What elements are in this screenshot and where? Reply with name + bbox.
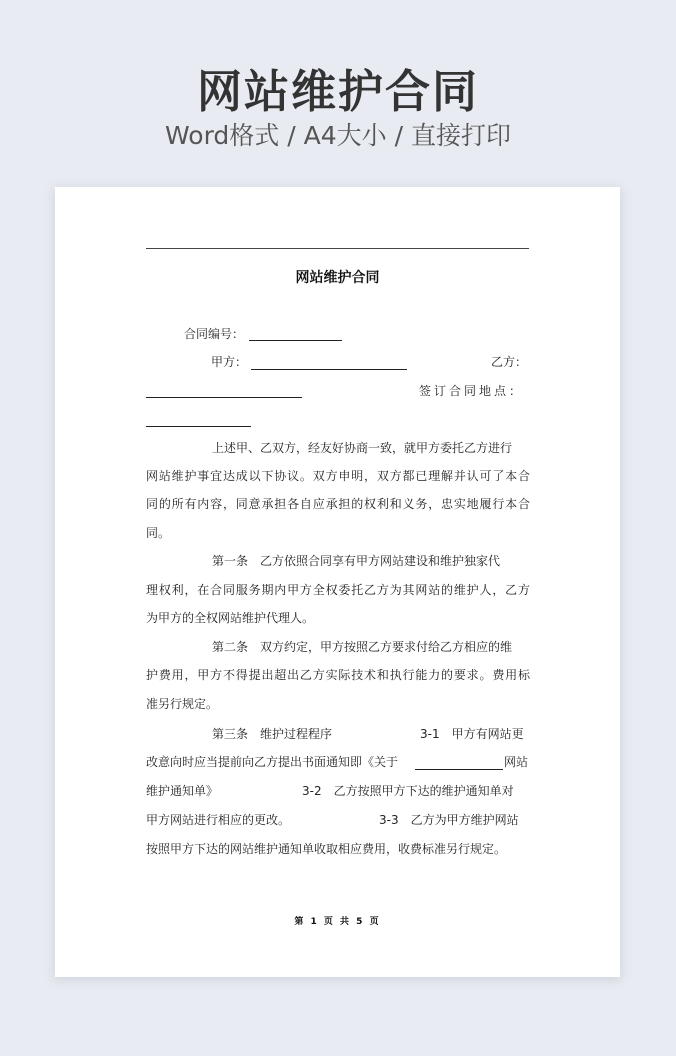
article2-line-2: 护费用，甲方不得提出超出乙方实际技术和执行能力的要求。费用标: [146, 668, 530, 682]
article1-line-1: 第一条 乙方依照合同享有甲方网站建设和维护独家代: [212, 554, 501, 568]
page-number: 第 1 页 共 5 页: [294, 917, 381, 927]
article3-heading: 第三条 维护过程程序: [212, 727, 333, 741]
party-b-label: 乙方：: [491, 355, 528, 369]
article3-line-2: 改意向时应当提前向乙方提出书面通知即《关于: [146, 755, 399, 769]
sign-place-label: 签订合同地点：: [419, 384, 525, 398]
article3-clause-3-1: 3-1 甲方有网站更: [420, 727, 524, 741]
document-title: 网站维护合同: [295, 270, 380, 286]
intro-line-3: 同的所有内容，同意承担各自应承担的权利和义务，忠实地履行本合: [146, 497, 530, 511]
article3-clause-3-3: 3-3 乙方为甲方维护网站: [379, 813, 519, 827]
notice-title-blank[interactable]: [415, 769, 503, 770]
article3-line-4: 甲方网站进行相应的更改。: [146, 813, 291, 827]
party-a-blank[interactable]: [251, 369, 407, 370]
party-a-label: 甲方：: [211, 355, 248, 369]
article2-line-1: 第二条 双方约定，甲方按照乙方要求付给乙方相应的维: [212, 640, 513, 654]
document-page: [55, 187, 620, 977]
sign-place-blank[interactable]: [146, 426, 251, 427]
article3-line-5: 按照甲方下达的网站维护通知单收取相应费用，收费标准另行规定。: [146, 842, 507, 856]
article2-line-3: 准另行规定。: [146, 697, 219, 711]
article3-line-3: 维护通知单》: [146, 784, 219, 798]
contract-no-label: 合同编号：: [184, 327, 245, 341]
contract-no-blank[interactable]: [249, 340, 342, 341]
article1-line-3: 为甲方的全权网站维护代理人。: [146, 611, 315, 625]
intro-line-2: 网站维护事宜达成以下协议。双方申明，双方都已理解并认可了本合: [146, 469, 530, 483]
intro-line-4: 同。: [146, 526, 171, 540]
intro-line-1: 上述甲、乙双方，经友好协商一致，就甲方委托乙方进行: [212, 441, 513, 455]
hero-title: 网站维护合同: [196, 65, 479, 118]
hero-subtitle: Word格式 / A4大小 / 直接打印: [165, 121, 511, 150]
article3-clause-3-2: 3-2 乙方按照甲方下达的维护通知单对: [302, 784, 514, 798]
article3-line-2-tail: 网站: [504, 755, 529, 769]
article1-line-2: 理权利，在合同服务期内甲方全权委托乙方为其网站的维护人，乙方: [146, 583, 530, 597]
party-b-blank[interactable]: [146, 397, 302, 398]
header-rule: [146, 248, 529, 249]
